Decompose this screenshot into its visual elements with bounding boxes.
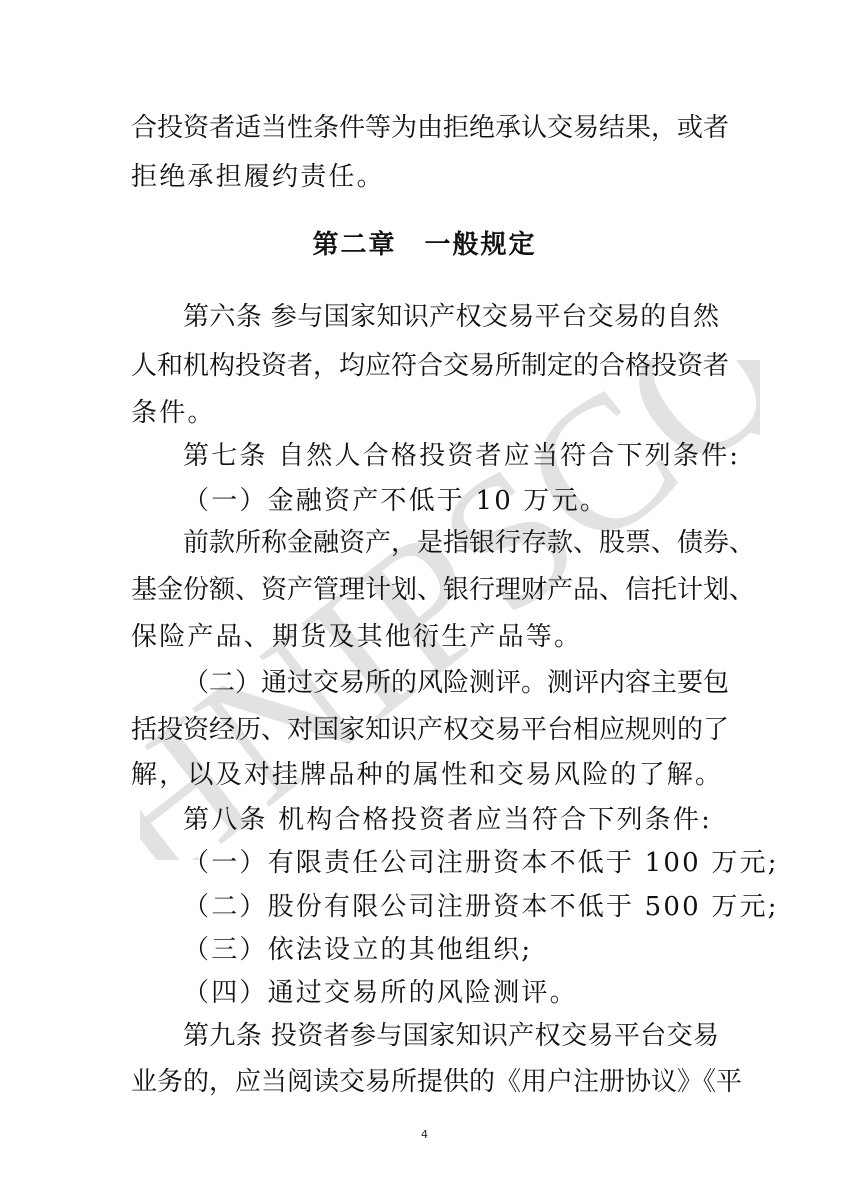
list-item: （二）股份有限公司注册资本不低于 500 万元; — [183, 892, 779, 922]
article-7-line: 第七条 自然人合格投资者应当符合下列条件: — [183, 441, 741, 471]
body-line: 保险产品、期货及其他衍生产品等。 — [131, 622, 583, 652]
body-line: 人和机构投资者，均应符合交易所制定的合格投资者 — [131, 351, 730, 381]
list-item: （四）通过交易所的风险测评。 — [183, 978, 578, 1008]
body-line: 解，以及对挂牌品种的属性和交易风险的了解。 — [131, 760, 724, 790]
article-8-line: 第八条 机构合格投资者应当符合下列条件: — [183, 805, 713, 835]
chapter-heading: 第二章 一般规定 — [312, 230, 537, 260]
body-line: 合投资者适当性条件等为由拒绝承认交易结果，或者 — [131, 113, 730, 143]
body-line: 业务的，应当阅读交易所提供的《用户注册协议》《平 — [131, 1067, 743, 1097]
list-item: （一）金融资产不低于 10 万元。 — [183, 486, 609, 516]
body-line: 拒绝承担履约责任。 — [131, 162, 385, 192]
list-item: （二）通过交易所的风险测评。测评内容主要包 — [183, 668, 730, 698]
list-item: （三）依法设立的其他组织; — [183, 935, 533, 965]
article-9-line: 第九条 投资者参与国家知识产权交易平台交易 — [183, 1021, 719, 1051]
body-line: 前款所称金融资产，是指银行存款、股票、债券、 — [183, 528, 756, 558]
body-line: 基金份额、资产管理计划、银行理财产品、信托计划、 — [131, 575, 756, 605]
list-item: （一）有限责任公司注册资本不低于 100 万元; — [183, 848, 779, 878]
article-6-line: 第六条 参与国家知识产权交易平台交易的自然 — [183, 302, 719, 332]
body-line: 括投资经历、对国家知识产权交易平台相应规则的了 — [131, 715, 730, 745]
watermark-text: HNIPSCQ — [140, 360, 760, 860]
body-line: 条件。 — [131, 398, 216, 428]
page-number: 4 — [421, 1128, 428, 1141]
